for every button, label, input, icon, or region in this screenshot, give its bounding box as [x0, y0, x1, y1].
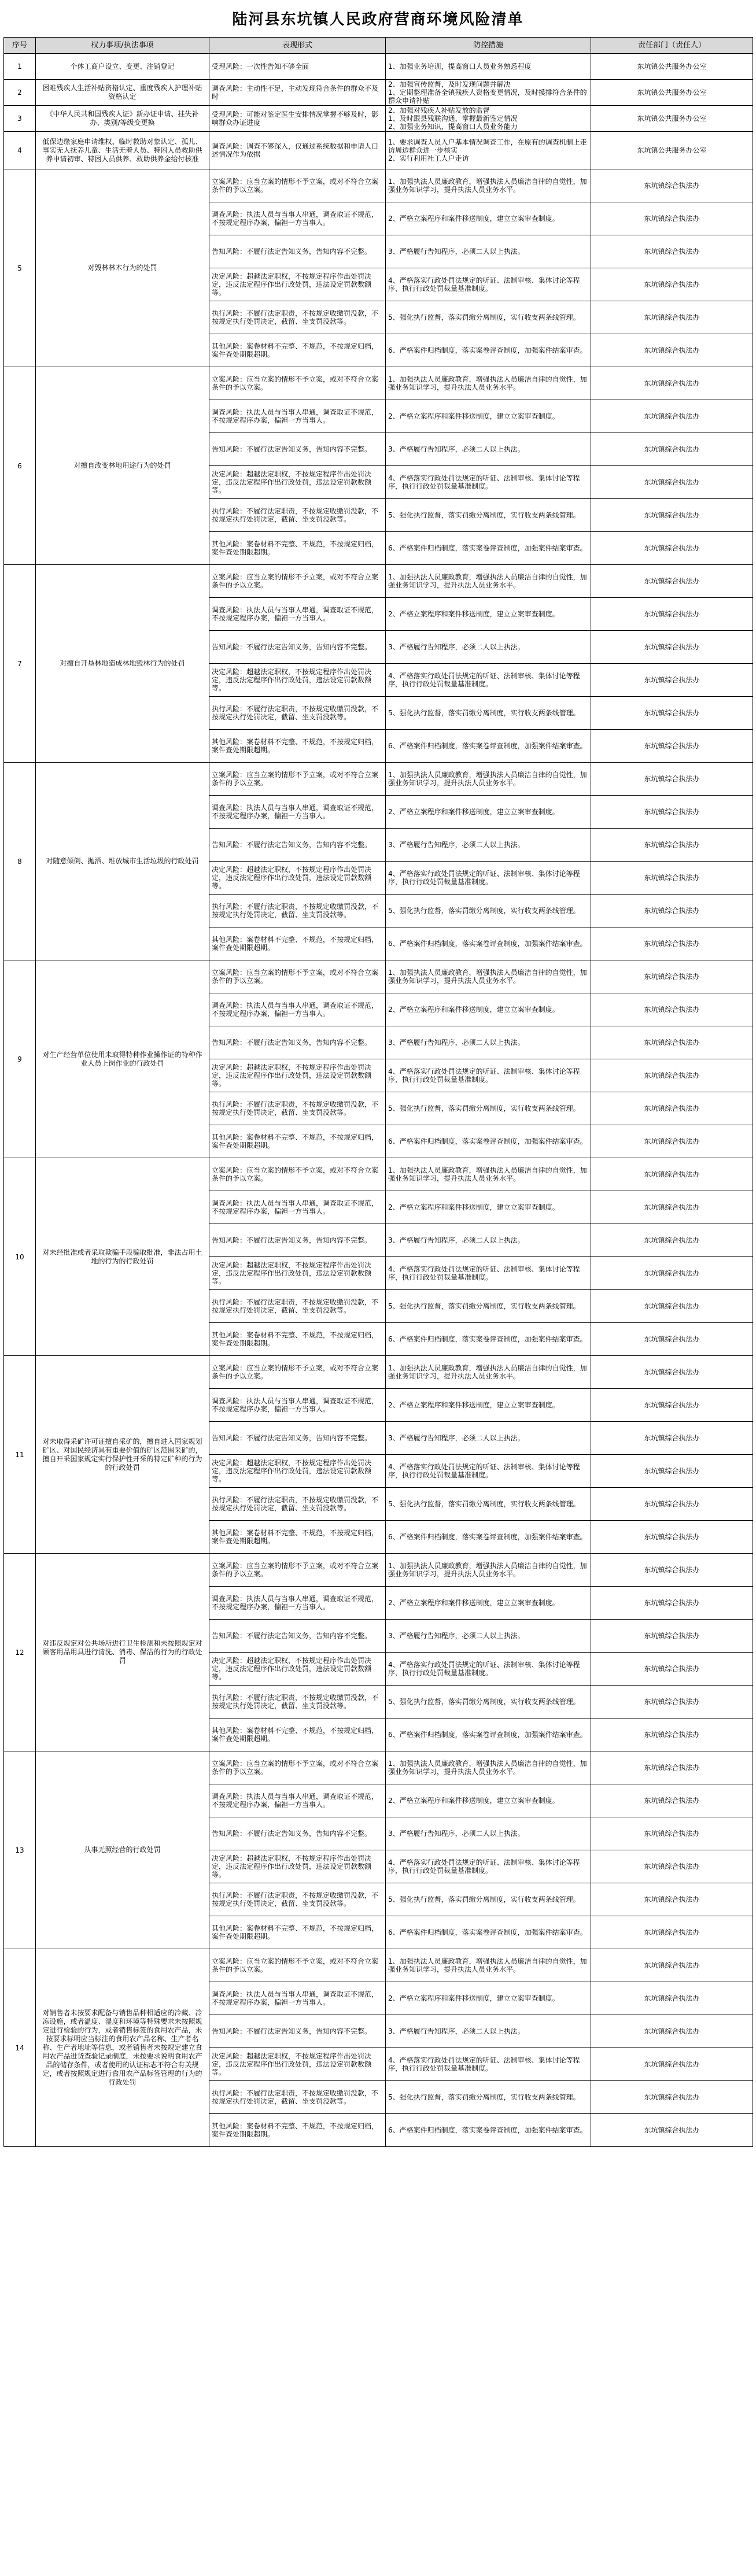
risk-form: 执行风险：不履行法定职责，不按规定收缴罚没款，不按规定执行处罚决定，截留、坐支罚没款等。 [209, 697, 386, 730]
responsible-dept: 东坑镇综合执法办 [591, 862, 753, 895]
row-number: 8 [4, 763, 36, 960]
control-measure: 4、严格落实行政处罚法规定的听证、法制审核、集体讨论等程序，执行行政处罚裁量基准制度。 [386, 664, 591, 697]
column-header-item: 权力事项/执法事项 [36, 38, 209, 54]
row-number: 2 [4, 80, 36, 106]
risk-form: 立案风险：应当立案的情形不予立案，或对不符合立案条件的予以立案。 [209, 169, 386, 202]
power-item: 《中华人民共和国残疾人证》新办证申请、挂失补办、类别/等级变更换 [36, 106, 209, 132]
risk-form: 其他风险：案卷材料不完整、不规范，不按规定归档，案件查处期限超期。 [209, 1916, 386, 1949]
power-item: 低保边缘家庭申请维权、临时救助对象认定、孤儿、事实无人抚养儿童、生活无着人员、特困人员救助供养申请初审、特困人员供养、救助供养金给付核准 [36, 132, 209, 169]
control-measure: 3、严格履行告知程序，必须二人以上执法。 [386, 235, 591, 268]
risk-form: 决定风险：超越法定职权，不按规定程序作出处罚决定，违反法定程序作出行政处罚，违法设定罚款数额等。 [209, 664, 386, 697]
responsible-dept: 东坑镇综合执法办 [591, 1718, 753, 1751]
risk-form: 调查风险：主动性不足，主动发现符合条件的群众不及时 [209, 80, 386, 106]
risk-form: 执行风险：不履行法定职责，不按规定收缴罚没款，不按规定执行处罚决定，截留、坐支罚没款等。 [209, 301, 386, 334]
risk-form: 其他风险：案卷材料不完整、不规范，不按规定归档，案件查处期限超期。 [209, 2114, 386, 2147]
responsible-dept: 东坑镇综合执法办 [591, 1323, 753, 1356]
responsible-dept: 东坑镇综合执法办 [591, 367, 753, 400]
table-header-row [4, 38, 753, 54]
control-measure: 2、严格立案程序和案件移送制度，建立立案审查制度。 [386, 202, 591, 235]
control-measure: 5、强化执行监督，落实罚缴分离制度，实行收支两条线管理。 [386, 1686, 591, 1718]
risk-form: 决定风险：超越法定职权，不按规定程序作出处罚决定，违反法定程序作出行政处罚，违法设定罚款数额等。 [209, 1653, 386, 1686]
risk-form: 其他风险：案卷材料不完整、不规范，不按规定归档，案件查处期限超期。 [209, 730, 386, 763]
power-item: 从事无照经营的行政处罚 [36, 1751, 209, 1949]
responsible-dept: 东坑镇综合执法办 [591, 796, 753, 829]
risk-form: 决定风险：超越法定职权，不按规定程序作出处罚决定，违反法定程序作出行政处罚，违法设定罚款数额等。 [209, 1257, 386, 1290]
control-measure: 2、严格立案程序和案件移送制度，建立立案审查制度。 [386, 1982, 591, 2015]
responsible-dept: 东坑镇综合执法办 [591, 1191, 753, 1224]
control-measure: 5、强化执行监督，落实罚缴分离制度，实行收支两条线管理。 [386, 1488, 591, 1521]
power-item: 对未经批准或者采取欺骗手段骗取批准，非法占用土地的行为的行政处罚 [36, 1158, 209, 1356]
table-row [4, 1356, 753, 1389]
responsible-dept: 东坑镇综合执法办 [591, 499, 753, 532]
risk-form: 决定风险：超越法定职权，不按规定程序作出处罚决定，违反法定程序作出行政处罚，违法设定罚款数额等。 [209, 862, 386, 895]
risk-form: 告知风险：不履行法定告知义务，告知内容不完整。 [209, 1620, 386, 1653]
risk-form: 调查风险：执法人员与当事人串通，调查取证不规范，不按规定程序办案，偏袒一方当事人。 [209, 1191, 386, 1224]
risk-form: 执行风险：不履行法定职责，不按规定收缴罚没款，不按规定执行处罚决定，截留、坐支罚没款等。 [209, 1092, 386, 1125]
row-number: 1 [4, 54, 36, 80]
responsible-dept: 东坑镇综合执法办 [591, 1653, 753, 1686]
responsible-dept: 东坑镇综合执法办 [591, 1389, 753, 1422]
responsible-dept: 东坑镇综合执法办 [591, 1883, 753, 1916]
risk-form: 受理风险：可能对鉴定医生安排情况掌握不够及时，影响群众办证进度 [209, 106, 386, 132]
risk-form: 执行风险：不履行法定职责，不按规定收缴罚没款，不按规定执行处罚决定，截留、坐支罚没款等。 [209, 1290, 386, 1323]
control-measure: 5、强化执行监督，落实罚缴分离制度，实行收支两条线管理。 [386, 1092, 591, 1125]
row-number: 5 [4, 169, 36, 367]
responsible-dept: 东坑镇综合执法办 [591, 1356, 753, 1389]
risk-form: 立案风险：应当立案的情形不予立案，或对不符合立案条件的予以立案。 [209, 1949, 386, 1982]
responsible-dept: 东坑镇综合执法办 [591, 697, 753, 730]
control-measure: 1、加强执法人员廉政教育，增强执法人员廉洁自律的自觉性，加强业务知识学习，提升执法人员业务水平。 [386, 1554, 591, 1587]
responsible-dept: 东坑镇综合执法办 [591, 268, 753, 301]
control-measure: 2、加强宣传监督，及时发现问题并解决 1、定期整理准备全镇残疾人资格变更情况，及时摸排符合条件的群众申请补贴 [386, 80, 591, 106]
power-item: 对擅自改变林地用途行为的处罚 [36, 367, 209, 565]
table-row [4, 1554, 753, 1587]
control-measure: 6、严格案件归档制度，落实案卷评查制度，加强案件结案审查。 [386, 2114, 591, 2147]
responsible-dept: 东坑镇综合执法办 [591, 763, 753, 796]
control-measure: 3、严格履行告知程序，必须二人以上执法。 [386, 1817, 591, 1850]
responsible-dept: 东坑镇综合执法办 [591, 1817, 753, 1850]
column-header-dept: 责任部门（责任人） [591, 38, 753, 54]
risk-form: 立案风险：应当立案的情形不予立案，或对不符合立案条件的予以立案。 [209, 763, 386, 796]
table-row [4, 169, 753, 202]
row-number: 7 [4, 565, 36, 763]
control-measure: 2、严格立案程序和案件移送制度，建立立案审查制度。 [386, 1784, 591, 1817]
control-measure: 2、严格立案程序和案件移送制度，建立立案审查制度。 [386, 1191, 591, 1224]
responsible-dept: 东坑镇综合执法办 [591, 829, 753, 862]
risk-form: 告知风险：不履行法定告知义务，告知内容不完整。 [209, 1224, 386, 1257]
power-item: 对毁林林木行为的处罚 [36, 169, 209, 367]
responsible-dept: 东坑镇综合执法办 [591, 664, 753, 697]
risk-form: 调查风险：执法人员与当事人串通，调查取证不规范，不按规定程序办案，偏袒一方当事人。 [209, 1982, 386, 2015]
control-measure: 6、严格案件归档制度，落实案卷评查制度，加强案件结案审查。 [386, 927, 591, 960]
risk-form: 调查风险：执法人员与当事人串通，调查取证不规范，不按规定程序办案，偏袒一方当事人。 [209, 598, 386, 631]
responsible-dept: 东坑镇综合执法办 [591, 1620, 753, 1653]
control-measure: 1、加强执法人员廉政教育，增强执法人员廉洁自律的自觉性，加强业务知识学习，提升执法人员业务水平。 [386, 565, 591, 598]
control-measure: 1、加强执法人员廉政教育，增强执法人员廉洁自律的自觉性，加强业务知识学习，提升执法人员业务水平。 [386, 1158, 591, 1191]
responsible-dept: 东坑镇综合执法办 [591, 1850, 753, 1883]
risk-form: 立案风险：应当立案的情形不予立案，或对不符合立案条件的予以立案。 [209, 960, 386, 993]
table-row [4, 763, 753, 796]
risk-form: 告知风险：不履行法定告知义务，告知内容不完整。 [209, 1817, 386, 1850]
power-item: 对销售者未按要求配备与销售品种相适应的冷藏、冷冻设施，或者温度、湿度和环境等特殊要求未按照规定进行检验的行为，或者销售标签的食用农产品，未按要求标明应当标注的食用农产品名称、生产者名称、生产者地址等信息，或者销售者未按规定建立食用农产品进货查验记录制度，未按要求说明食用农产品的储存条件，或者使用的认证标志不符合有关规定，或者按照规定进行食用农产品标签管理的行为的行政处罚 [36, 1949, 209, 2147]
responsible-dept: 东坑镇综合执法办 [591, 1686, 753, 1718]
responsible-dept: 东坑镇综合执法办 [591, 169, 753, 202]
row-number: 12 [4, 1554, 36, 1751]
control-measure: 4、严格落实行政处罚法规定的听证、法制审核、集体讨论等程序，执行行政处罚裁量基准制度。 [386, 1059, 591, 1092]
risk-table [3, 37, 753, 2147]
control-measure: 6、严格案件归档制度，落实案卷评查制度，加强案件结案审查。 [386, 1521, 591, 1554]
control-measure: 4、严格落实行政处罚法规定的听证、法制审核、集体讨论等程序，执行行政处罚裁量基准制度。 [386, 2048, 591, 2081]
responsible-dept: 东坑镇综合执法办 [591, 927, 753, 960]
risk-form: 告知风险：不履行法定告知义务，告知内容不完整。 [209, 433, 386, 466]
control-measure: 2、严格立案程序和案件移送制度，建立立案审查制度。 [386, 1587, 591, 1620]
responsible-dept: 东坑镇公共服务办公室 [591, 132, 753, 169]
responsible-dept: 东坑镇综合执法办 [591, 1488, 753, 1521]
risk-form: 决定风险：超越法定职权，不按规定程序作出处罚决定，违反法定程序作出行政处罚，违法设定罚款数额等。 [209, 466, 386, 499]
risk-form: 执行风险：不履行法定职责，不按规定收缴罚没款，不按规定执行处罚决定，截留、坐支罚没款等。 [209, 1686, 386, 1718]
responsible-dept: 东坑镇综合执法办 [591, 1455, 753, 1488]
risk-form: 告知风险：不履行法定告知义务，告知内容不完整。 [209, 1422, 386, 1455]
responsible-dept: 东坑镇综合执法办 [591, 1257, 753, 1290]
risk-form: 调查风险：执法人员与当事人串通，调查取证不规范，不按规定程序办案，偏袒一方当事人。 [209, 993, 386, 1026]
row-number: 13 [4, 1751, 36, 1949]
control-measure: 2、严格立案程序和案件移送制度，建立立案审查制度。 [386, 400, 591, 433]
control-measure: 1、加强执法人员廉政教育，增强执法人员廉洁自律的自觉性，加强业务知识学习，提升执法人员业务水平。 [386, 1949, 591, 1982]
risk-form: 调查风险：执法人员与当事人串通，调查取证不规范，不按规定程序办案，偏袒一方当事人。 [209, 202, 386, 235]
responsible-dept: 东坑镇综合执法办 [591, 334, 753, 367]
control-measure: 4、严格落实行政处罚法规定的听证、法制审核、集体讨论等程序，执行行政处罚裁量基准制度。 [386, 1653, 591, 1686]
control-measure: 2、严格立案程序和案件移送制度，建立立案审查制度。 [386, 796, 591, 829]
responsible-dept: 东坑镇综合执法办 [591, 2048, 753, 2081]
control-measure: 1、加强执法人员廉政教育，增强执法人员廉洁自律的自觉性，加强业务知识学习，提升执法人员业务水平。 [386, 1356, 591, 1389]
responsible-dept: 东坑镇综合执法办 [591, 1554, 753, 1587]
risk-form: 其他风险：案卷材料不完整、不规范，不按规定归档，案件查处期限超期。 [209, 1521, 386, 1554]
risk-form: 决定风险：超越法定职权，不按规定程序作出处罚决定，违反法定程序作出行政处罚，违法设定罚款数额等。 [209, 268, 386, 301]
risk-form: 决定风险：超越法定职权，不按规定程序作出处罚决定，违反法定程序作出行政处罚，违法设定罚款数额等。 [209, 1455, 386, 1488]
control-measure: 6、严格案件归档制度，落实案卷评查制度，加强案件结案审查。 [386, 730, 591, 763]
risk-form: 其他风险：案卷材料不完整、不规范，不按规定归档，案件查处期限超期。 [209, 532, 386, 565]
control-measure: 3、严格履行告知程序，必须二人以上执法。 [386, 1422, 591, 1455]
control-measure: 6、严格案件归档制度，落实案卷评查制度，加强案件结案审查。 [386, 1718, 591, 1751]
risk-form: 其他风险：案卷材料不完整、不规范，不按规定归档，案件查处期限超期。 [209, 1323, 386, 1356]
responsible-dept: 东坑镇综合执法办 [591, 730, 753, 763]
risk-form: 告知风险：不履行法定告知义务，告知内容不完整。 [209, 1026, 386, 1059]
responsible-dept: 东坑镇综合执法办 [591, 400, 753, 433]
risk-form: 决定风险：超越法定职权，不按规定程序作出处罚决定，违反法定程序作出行政处罚，违法设定罚款数额等。 [209, 2048, 386, 2081]
column-header-measure: 防控措施 [386, 38, 591, 54]
table-row [4, 54, 753, 80]
row-number: 4 [4, 132, 36, 169]
risk-form: 立案风险：应当立案的情形不予立案，或对不符合立案条件的予以立案。 [209, 1356, 386, 1389]
risk-form: 调查风险：执法人员与当事人串通，调查取证不规范，不按规定程序办案，偏袒一方当事人。 [209, 1784, 386, 1817]
control-measure: 2、严格立案程序和案件移送制度，建立立案审查制度。 [386, 1389, 591, 1422]
control-measure: 4、严格落实行政处罚法规定的听证、法制审核、集体讨论等程序，执行行政处罚裁量基准制度。 [386, 1455, 591, 1488]
control-measure: 6、严格案件归档制度，落实案卷评查制度，加强案件结案审查。 [386, 1323, 591, 1356]
page-title: 陆河县东坑镇人民政府营商环境风险清单 [232, 11, 524, 28]
power-item: 对生产经营单位使用未取得特种作业操作证的特种作业人员上岗作业的行政处罚 [36, 960, 209, 1158]
control-measure: 4、严格落实行政处罚法规定的听证、法制审核、集体讨论等程序，执行行政处罚裁量基准制度。 [386, 268, 591, 301]
power-item: 困难残疾人生活补贴资格认定、重度残疾人护理补贴资格认定 [36, 80, 209, 106]
risk-form: 告知风险：不履行法定告知义务，告知内容不完整。 [209, 2015, 386, 2048]
risk-form: 立案风险：应当立案的情形不予立案，或对不符合立案条件的予以立案。 [209, 565, 386, 598]
table-row [4, 1751, 753, 1784]
risk-form: 立案风险：应当立案的情形不予立案，或对不符合立案条件的予以立案。 [209, 367, 386, 400]
responsible-dept: 东坑镇综合执法办 [591, 1521, 753, 1554]
responsible-dept: 东坑镇综合执法办 [591, 565, 753, 598]
responsible-dept: 东坑镇综合执法办 [591, 2015, 753, 2048]
responsible-dept: 东坑镇综合执法办 [591, 631, 753, 664]
risk-form: 执行风险：不履行法定职责，不按规定收缴罚没款，不按规定执行处罚决定，截留、坐支罚没款等。 [209, 1883, 386, 1916]
risk-form: 调查风险：执法人员与当事人串通，调查取证不规范，不按规定程序办案，偏袒一方当事人。 [209, 1587, 386, 1620]
risk-form: 告知风险：不履行法定告知义务，告知内容不完整。 [209, 631, 386, 664]
power-item: 对违反规定对公共场所进行卫生检测和未按照规定对顾客用品用具进行清洗、消毒、保洁的行为的行政处罚 [36, 1554, 209, 1751]
responsible-dept: 东坑镇综合执法办 [591, 1982, 753, 2015]
responsible-dept: 东坑镇综合执法办 [591, 1092, 753, 1125]
control-measure: 1、加强执法人员廉政教育，增强执法人员廉洁自律的自觉性，加强业务知识学习，提升执法人员业务水平。 [386, 763, 591, 796]
risk-form: 执行风险：不履行法定职责，不按规定收缴罚没款，不按规定执行处罚决定，截留、坐支罚没款等。 [209, 895, 386, 927]
control-measure: 5、强化执行监督，落实罚缴分离制度，实行收支两条线管理。 [386, 2081, 591, 2114]
column-header-no: 序号 [4, 38, 36, 54]
responsible-dept: 东坑镇综合执法办 [591, 598, 753, 631]
control-measure: 2、严格立案程序和案件移送制度，建立立案审查制度。 [386, 598, 591, 631]
column-header-form: 表现形式 [209, 38, 386, 54]
table-row [4, 80, 753, 106]
power-item: 个体工商户设立、变更、注销登记 [36, 54, 209, 80]
control-measure: 5、强化执行监督，落实罚缴分离制度，实行收支两条线管理。 [386, 1883, 591, 1916]
power-item: 对擅自开垦林地造成林地毁林行为的处罚 [36, 565, 209, 763]
control-measure: 4、严格落实行政处罚法规定的听证、法制审核、集体讨论等程序，执行行政处罚裁量基准制度。 [386, 862, 591, 895]
responsible-dept: 东坑镇综合执法办 [591, 433, 753, 466]
responsible-dept: 东坑镇综合执法办 [591, 895, 753, 927]
risk-form: 其他风险：案卷材料不完整、不规范，不按规定归档，案件查处期限超期。 [209, 1718, 386, 1751]
control-measure: 2、严格立案程序和案件移送制度，建立立案审查制度。 [386, 993, 591, 1026]
control-measure: 6、严格案件归档制度，落实案卷评查制度，加强案件结案审查。 [386, 1916, 591, 1949]
risk-form: 其他风险：案卷材料不完整、不规范，不按规定归档，案件查处期限超期。 [209, 1125, 386, 1158]
responsible-dept: 东坑镇综合执法办 [591, 1125, 753, 1158]
responsible-dept: 东坑镇综合执法办 [591, 993, 753, 1026]
row-number: 9 [4, 960, 36, 1158]
risk-form: 其他风险：案卷材料不完整、不规范，不按规定归档，案件查处期限超期。 [209, 334, 386, 367]
responsible-dept: 东坑镇综合执法办 [591, 960, 753, 993]
control-measure: 3、严格履行告知程序，必须二人以上执法。 [386, 631, 591, 664]
responsible-dept: 东坑镇综合执法办 [591, 1290, 753, 1323]
control-measure: 5、强化执行监督，落实罚缴分离制度，实行收支两条线管理。 [386, 301, 591, 334]
row-number: 6 [4, 367, 36, 565]
table-body [4, 54, 753, 2147]
risk-form: 立案风险：应当立案的情形不予立案，或对不符合立案条件的予以立案。 [209, 1554, 386, 1587]
control-measure: 5、强化执行监督，落实罚缴分离制度，实行收支两条线管理。 [386, 895, 591, 927]
control-measure: 4、严格落实行政处罚法规定的听证、法制审核、集体讨论等程序，执行行政处罚裁量基准制度。 [386, 466, 591, 499]
responsible-dept: 东坑镇综合执法办 [591, 2081, 753, 2114]
control-measure: 3、严格履行告知程序，必须二人以上执法。 [386, 829, 591, 862]
control-measure: 1、加强执法人员廉政教育，增强执法人员廉洁自律的自觉性，加强业务知识学习，提升执法人员业务水平。 [386, 960, 591, 993]
risk-form: 其他风险：案卷材料不完整、不规范，不按规定归档，案件查处期限超期。 [209, 927, 386, 960]
control-measure: 3、严格履行告知程序，必须二人以上执法。 [386, 1620, 591, 1653]
control-measure: 5、强化执行监督，落实罚缴分离制度，实行收支两条线管理。 [386, 499, 591, 532]
row-number: 11 [4, 1356, 36, 1554]
responsible-dept: 东坑镇公共服务办公室 [591, 106, 753, 132]
control-measure: 2、加强对残疾人补贴发放的监督 1、及时跟县残联沟通，掌握最新鉴定情况 2、加强业务知识，提高窗口人员业务能力 [386, 106, 591, 132]
control-measure: 1、加强执法人员廉政教育，增强执法人员廉洁自律的自觉性，加强业务知识学习，提升执法人员业务水平。 [386, 1751, 591, 1784]
control-measure: 5、强化执行监督，落实罚缴分离制度，实行收支两条线管理。 [386, 1290, 591, 1323]
responsible-dept: 东坑镇综合执法办 [591, 235, 753, 268]
row-number: 10 [4, 1158, 36, 1356]
control-measure: 5、强化执行监督，落实罚缴分离制度，实行收支两条线管理。 [386, 697, 591, 730]
control-measure: 3、严格履行告知程序，必须二人以上执法。 [386, 2015, 591, 2048]
responsible-dept: 东坑镇综合执法办 [591, 1158, 753, 1191]
responsible-dept: 东坑镇综合执法办 [591, 1422, 753, 1455]
control-measure: 1、加强执法人员廉政教育，增强执法人员廉洁自律的自觉性，加强业务知识学习，提升执法人员业务水平。 [386, 367, 591, 400]
risk-form: 调查风险：调查不够深入，仅通过系统数据和申请人口述情况作为依据 [209, 132, 386, 169]
risk-form: 受理风险：一次性告知不够全面 [209, 54, 386, 80]
control-measure: 3、严格履行告知程序，必须二人以上执法。 [386, 1224, 591, 1257]
table-row [4, 1158, 753, 1191]
power-item: 对未取得采矿许可证擅自采矿的，擅自进入国家规划矿区、对国民经济具有重要价值的矿区范围采矿的，擅自开采国家规定实行保护性开采的特定矿种的行为的行政处罚 [36, 1356, 209, 1554]
risk-form: 决定风险：超越法定职权，不按规定程序作出处罚决定，违反法定程序作出行政处罚，违法设定罚款数额等。 [209, 1059, 386, 1092]
risk-form: 执行风险：不履行法定职责，不按规定收缴罚没款，不按规定执行处罚决定，截留、坐支罚没款等。 [209, 1488, 386, 1521]
control-measure: 3、严格履行告知程序，必须二人以上执法。 [386, 433, 591, 466]
control-measure: 1、要求调查人员入户基本情况调查工作，在原有的调查机制上走访周边群众进一步核实 2、实行利用社工人户走访 [386, 132, 591, 169]
risk-form: 执行风险：不履行法定职责，不按规定收缴罚没款，不按规定执行处罚决定，截留、坐支罚没款等。 [209, 499, 386, 532]
risk-form: 调查风险：执法人员与当事人串通，调查取证不规范，不按规定程序办案，偏袒一方当事人。 [209, 400, 386, 433]
table-row [4, 960, 753, 993]
control-measure: 4、严格落实行政处罚法规定的听证、法制审核、集体讨论等程序，执行行政处罚裁量基准制度。 [386, 1850, 591, 1883]
responsible-dept: 东坑镇综合执法办 [591, 1026, 753, 1059]
control-measure: 1、加强执法人员廉政教育，增强执法人员廉洁自律的自觉性，加强业务知识学习，提升执法人员业务水平。 [386, 169, 591, 202]
responsible-dept: 东坑镇综合执法办 [591, 1224, 753, 1257]
row-number: 3 [4, 106, 36, 132]
table-row [4, 1949, 753, 1982]
risk-form: 立案风险：应当立案的情形不予立案，或对不符合立案条件的予以立案。 [209, 1751, 386, 1784]
control-measure: 6、严格案件归档制度，落实案卷评查制度，加强案件结案审查。 [386, 532, 591, 565]
risk-form: 调查风险：执法人员与当事人串通，调查取证不规范，不按规定程序办案，偏袒一方当事人。 [209, 796, 386, 829]
responsible-dept: 东坑镇综合执法办 [591, 1587, 753, 1620]
control-measure: 3、严格履行告知程序，必须二人以上执法。 [386, 1026, 591, 1059]
responsible-dept: 东坑镇综合执法办 [591, 466, 753, 499]
responsible-dept: 东坑镇综合执法办 [591, 1784, 753, 1817]
risk-form: 立案风险：应当立案的情形不予立案，或对不符合立案条件的予以立案。 [209, 1158, 386, 1191]
table-row [4, 132, 753, 169]
responsible-dept: 东坑镇综合执法办 [591, 2114, 753, 2147]
responsible-dept: 东坑镇综合执法办 [591, 301, 753, 334]
responsible-dept: 东坑镇综合执法办 [591, 202, 753, 235]
row-number: 14 [4, 1949, 36, 2147]
control-measure: 6、严格案件归档制度，落实案卷评查制度，加强案件结案审查。 [386, 1125, 591, 1158]
power-item: 对随意倾倒、抛洒、堆放城市生活垃圾的行政处罚 [36, 763, 209, 960]
table-row [4, 565, 753, 598]
control-measure: 4、严格落实行政处罚法规定的听证、法制审核、集体讨论等程序，执行行政处罚裁量基准制度。 [386, 1257, 591, 1290]
control-measure: 1、加强业务培训，提高窗口人员业务熟悉程度 [386, 54, 591, 80]
responsible-dept: 东坑镇综合执法办 [591, 532, 753, 565]
risk-form: 调查风险：执法人员与当事人串通，调查取证不规范，不按规定程序办案，偏袒一方当事人。 [209, 1389, 386, 1422]
risk-form: 告知风险：不履行法定告知义务，告知内容不完整。 [209, 829, 386, 862]
responsible-dept: 东坑镇综合执法办 [591, 1916, 753, 1949]
responsible-dept: 东坑镇综合执法办 [591, 1949, 753, 1982]
risk-form: 告知风险：不履行法定告知义务，告知内容不完整。 [209, 235, 386, 268]
responsible-dept: 东坑镇公共服务办公室 [591, 54, 753, 80]
risk-form: 决定风险：超越法定职权，不按规定程序作出处罚决定，违反法定程序作出行政处罚，违法设定罚款数额等。 [209, 1850, 386, 1883]
control-measure: 6、严格案件归档制度，落实案卷评查制度，加强案件结案审查。 [386, 334, 591, 367]
responsible-dept: 东坑镇综合执法办 [591, 1751, 753, 1784]
table-row [4, 106, 753, 132]
responsible-dept: 东坑镇公共服务办公室 [591, 80, 753, 106]
table-row [4, 367, 753, 400]
responsible-dept: 东坑镇综合执法办 [591, 1059, 753, 1092]
risk-form: 执行风险：不履行法定职责，不按规定收缴罚没款，不按规定执行处罚决定，截留、坐支罚没款等。 [209, 2081, 386, 2114]
